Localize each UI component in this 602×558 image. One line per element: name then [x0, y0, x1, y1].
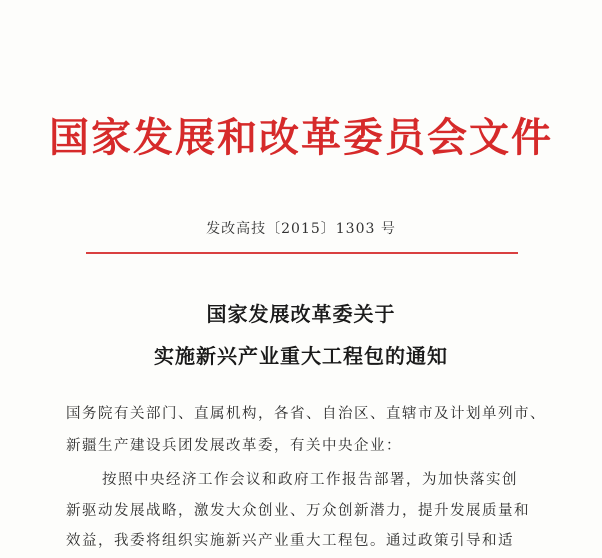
recipients-line-1: 国务院有关部门、直属机构，各省、自治区、直辖市及计划单列市、 — [66, 406, 546, 422]
notice-title-line-2: 实施新兴产业重大工程包的通知 — [154, 344, 448, 368]
red-divider-line — [86, 252, 518, 254]
paragraph-1-line-1: 按照中央经济工作会议和政府工作报告部署，为加快落实创 — [102, 472, 518, 488]
paragraph-1-line-2: 新驱动发展战略，激发大众创业、万众创新潜力，提升发展质量和 — [66, 503, 530, 519]
recipients-line-2: 新疆生产建设兵团发展改革委，有关中央企业： — [66, 438, 402, 454]
notice-title-line-1: 国家发展改革委关于 — [206, 302, 396, 326]
document-header-title: 国家发展和改革委员会文件 — [49, 115, 553, 161]
document-number: 发改高技〔2015〕1303 号 — [206, 221, 396, 237]
paragraph-1-line-3: 效益，我委将组织实施新兴产业重大工程包。通过政策引导和适 — [66, 533, 514, 549]
